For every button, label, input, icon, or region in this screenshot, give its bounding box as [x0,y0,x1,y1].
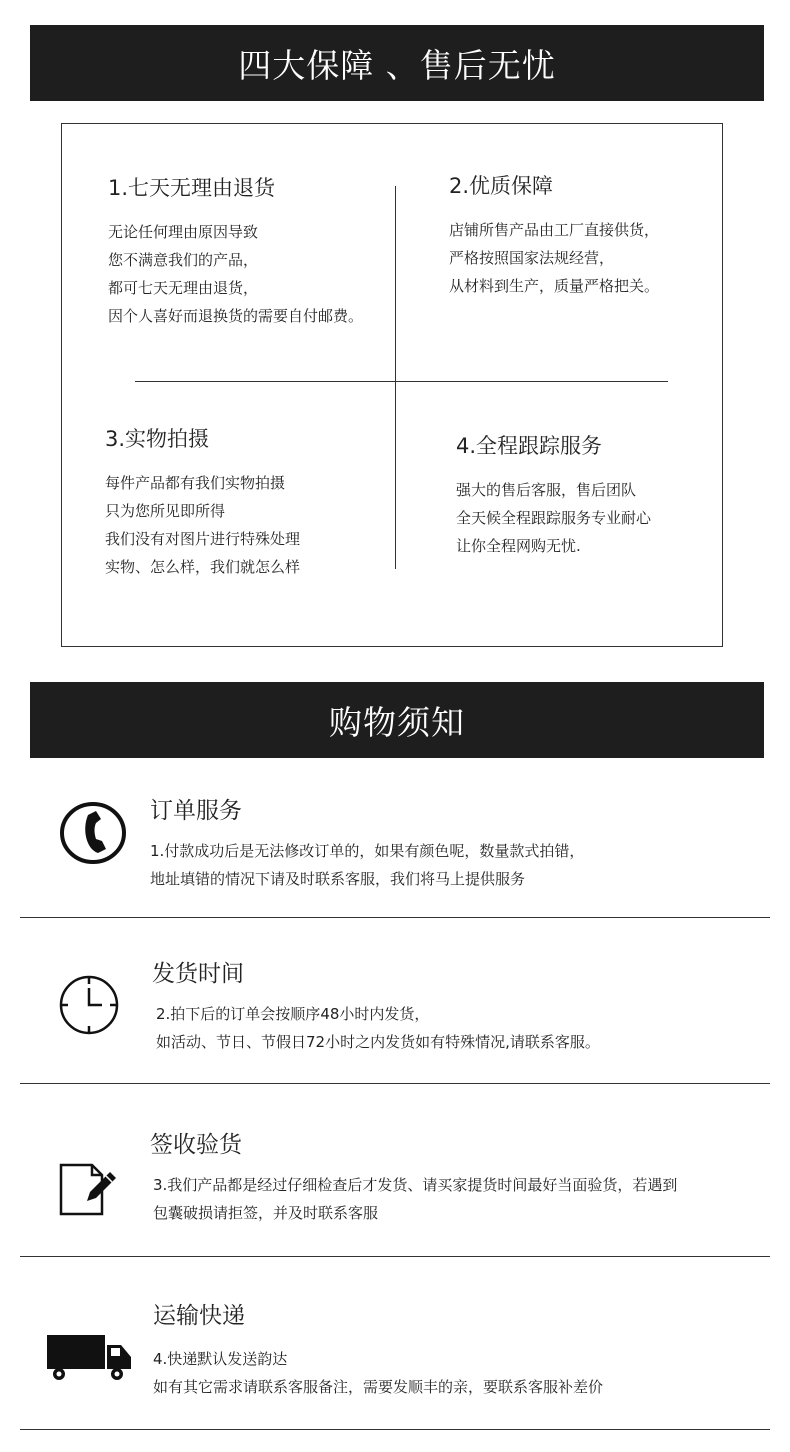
notice-line: 包囊破损请拒签，并及时联系客服 [153,1204,379,1222]
notice-title-delivery: 运输快递 [153,1303,245,1329]
guarantee-line: 强大的售后客服，售后团队 [456,481,637,499]
notice-line: 2.拍下后的订单会按顺序48小时内发货， [156,1005,430,1023]
guarantee-line: 店铺所售产品由工厂直接供货， [449,221,660,239]
guarantee-return [108,172,363,330]
guarantee-quality [449,170,659,300]
notice-title-order: 订单服务 [150,798,242,824]
guarantee-line: 您不满意我们的产品， [108,251,259,269]
document-pen-icon [58,1162,120,1218]
guarantee-line: 让你全程网购无忧. [456,537,581,555]
guarantee-line: 我们没有对图片进行特殊处理 [105,530,301,548]
truck-icon [45,1333,133,1383]
guarantee-line: 从材料到生产，质量严格把关。 [449,277,660,295]
notice-divider [20,917,770,918]
guarantee-title: 3.实物拍摄 [105,427,210,451]
phone-icon [58,800,128,866]
guarantee-real-photo [105,423,300,581]
guarantee-banner [30,25,764,101]
guarantee-title: 1.七天无理由退货 [108,176,276,200]
clock-icon [58,974,120,1036]
notice-line: 1.付款成功后是无法修改订单的，如果有颜色呢，数量款式拍错， [150,842,585,860]
notice-title-inspection: 签收验货 [150,1132,242,1158]
guarantee-box [61,123,723,647]
guarantee-line: 都可七天无理由退货， [108,279,259,297]
guarantee-line: 每件产品都有我们实物拍摄 [105,474,286,492]
notice-line: 如有其它需求请联系客服备注，需要发顺丰的亲，要联系客服补差价 [153,1378,604,1396]
notice-line: 3.我们产品都是经过仔细检查后才发货、请买家提货时间最好当面验货，若遇到 [153,1176,678,1194]
guarantee-tracking [456,430,651,560]
notice-divider [20,1429,770,1430]
guarantee-line: 只为您所见即所得 [105,502,226,520]
shopping-notice-banner-title: 购物须知 [329,702,465,742]
horizontal-divider [135,381,668,382]
notice-line: 4.快递默认发送韵达 [153,1350,288,1368]
guarantee-line: 全天候全程跟踪服务专业耐心 [456,509,652,527]
vertical-divider [395,186,396,569]
notice-line: 地址填错的情况下请及时联系客服，我们将马上提供服务 [150,870,526,888]
guarantee-title: 4.全程跟踪服务 [456,434,603,458]
guarantee-line: 实物、怎么样，我们就怎么样 [105,558,301,576]
notice-title-shipping: 发货时间 [152,961,244,987]
guarantee-title: 2.优质保障 [449,174,554,198]
guarantee-banner-title: 四大保障 、售后无忧 [238,45,556,85]
notice-divider [20,1256,770,1257]
guarantee-line: 严格按照国家法规经营， [449,249,615,267]
guarantee-line: 无论任何理由原因导致 [108,223,259,241]
guarantee-line: 因个人喜好而退换货的需要自付邮费。 [108,307,364,325]
notice-divider [20,1083,770,1084]
shopping-notice-banner [30,682,764,758]
notice-line: 如活动、节日、节假日72小时之内发货如有特殊情况,请联系客服。 [156,1033,600,1051]
